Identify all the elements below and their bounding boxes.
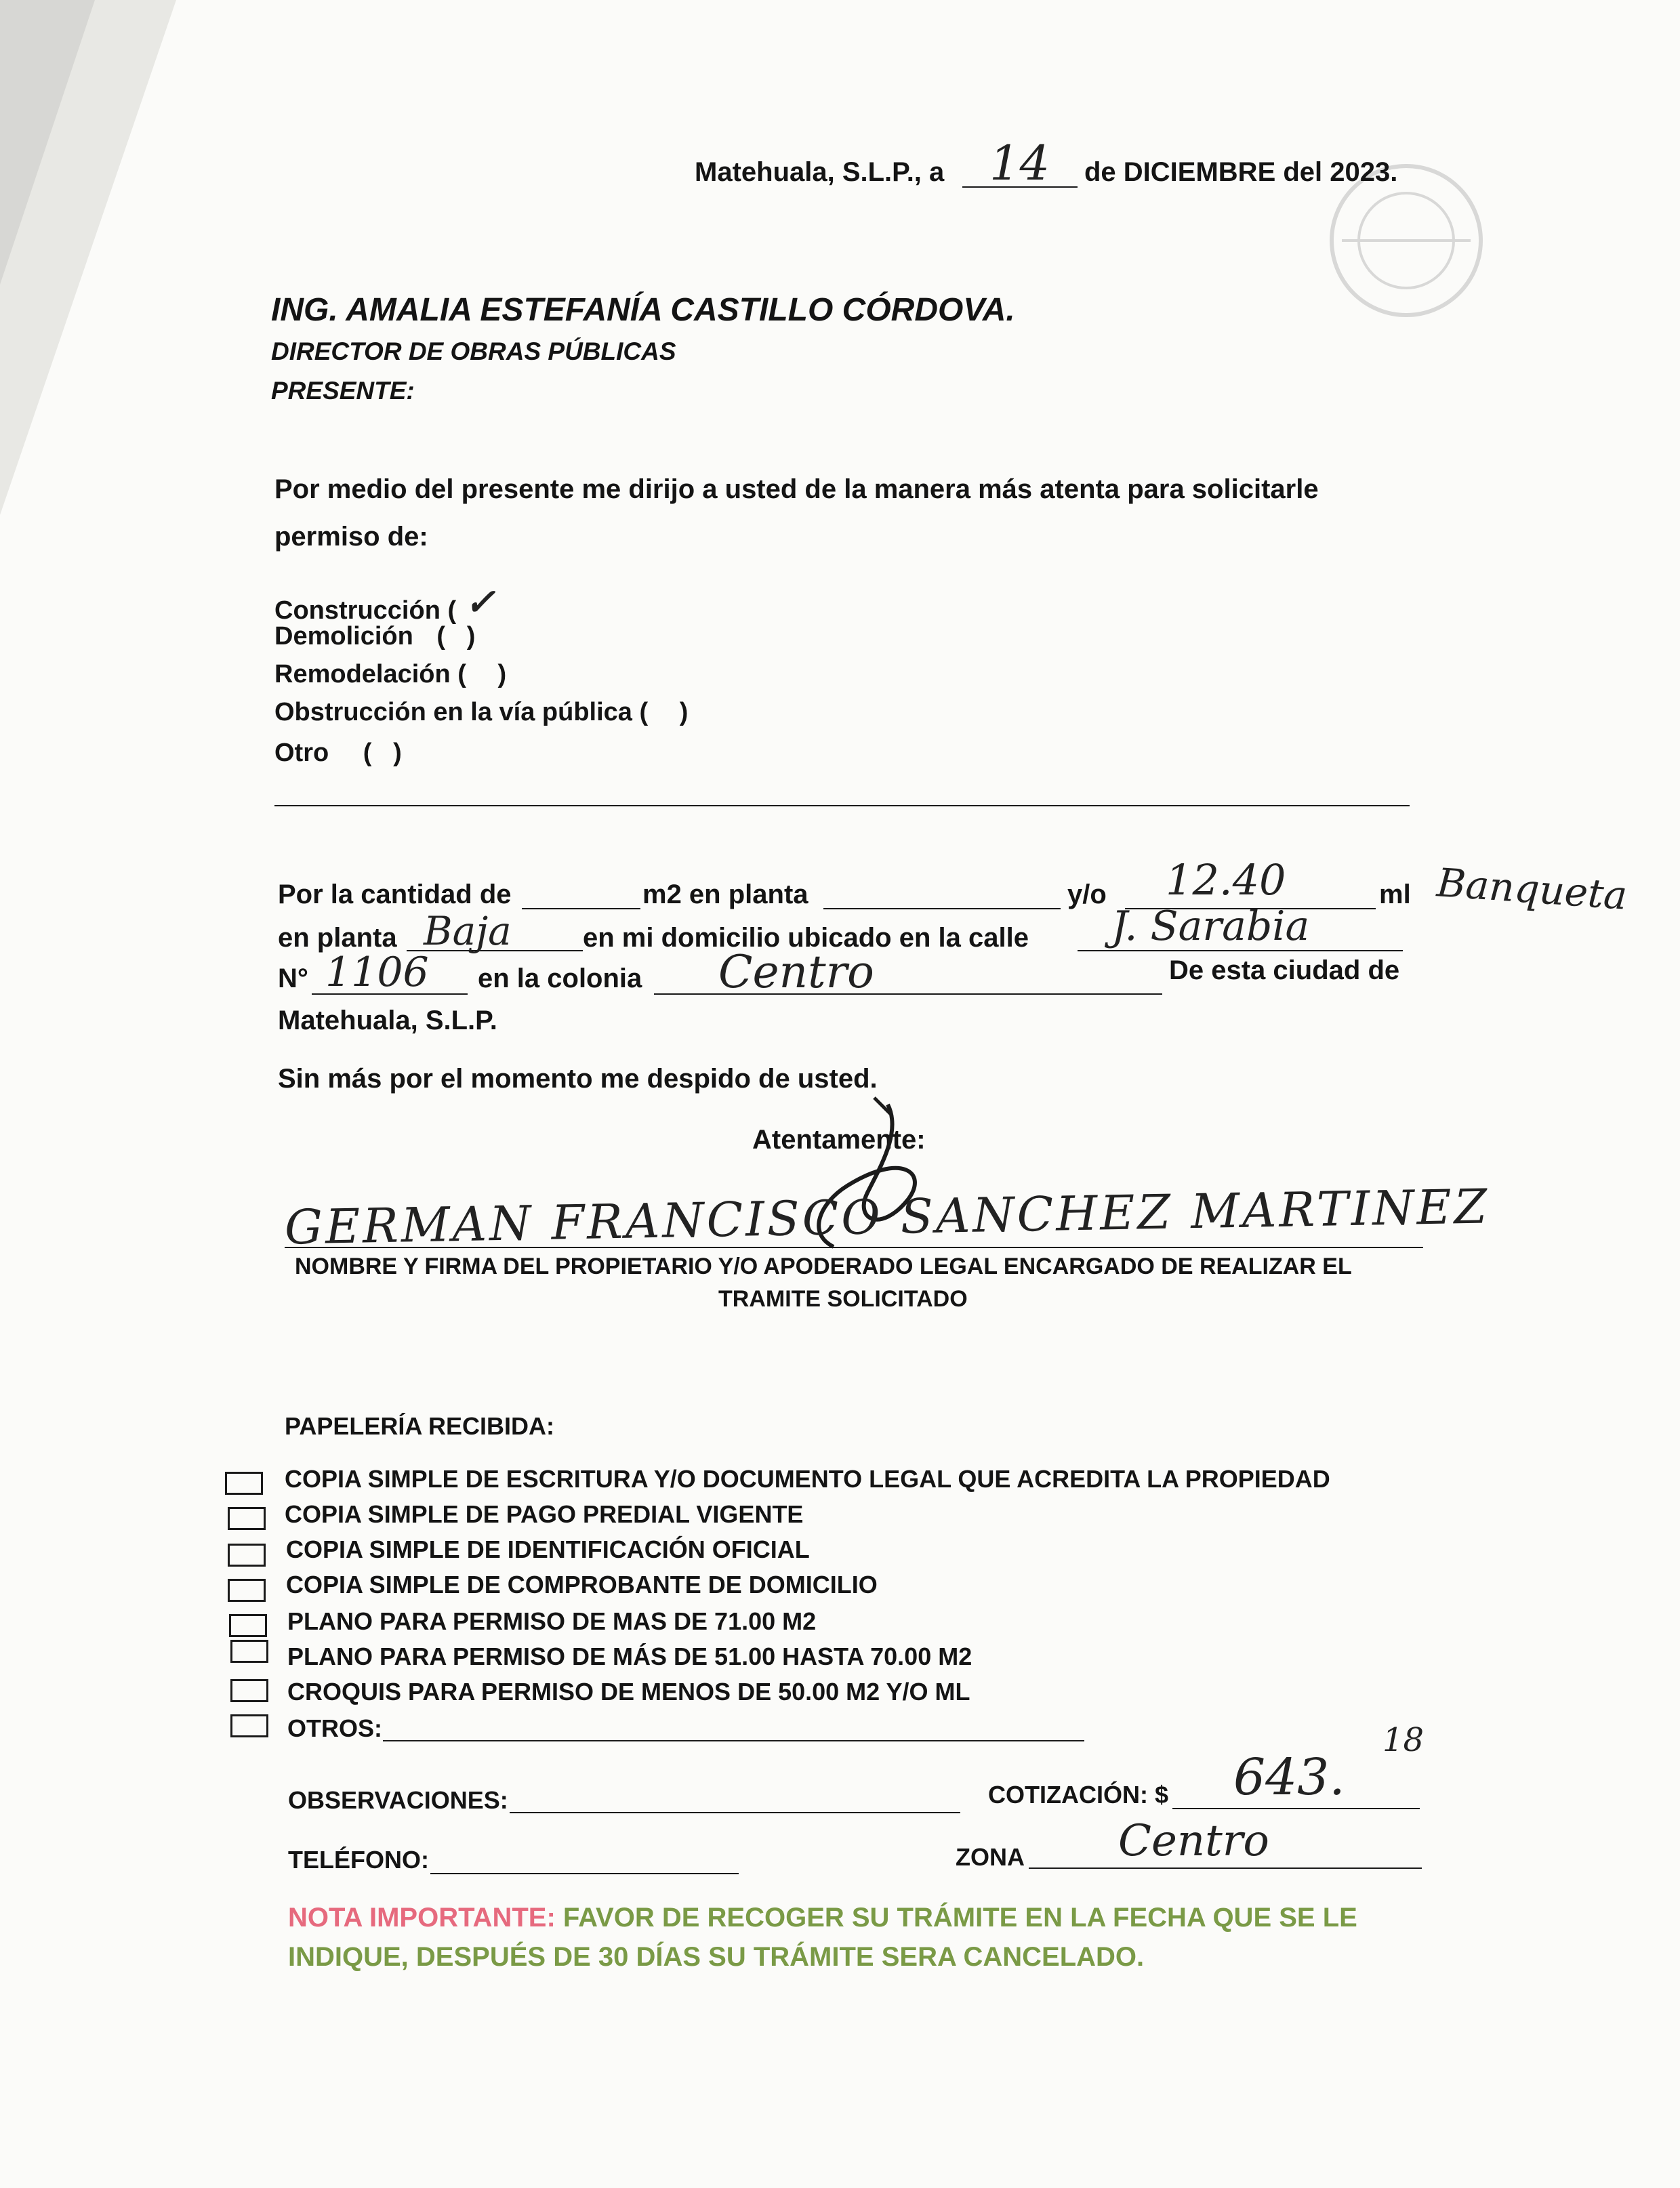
note-line-1 (288, 1903, 1357, 1933)
paper-label-escritura: COPIA SIMPLE DE ESCRITURA Y/O DOCUMENTO LEGAL QUE ACREDITA LA PROPIEDAD (285, 1465, 1330, 1493)
papers-title: PAPELERÍA RECIBIDA: (285, 1412, 555, 1440)
paper-label-plano-71: PLANO PARA PERMISO DE MAS DE 71.00 M2 (287, 1607, 817, 1635)
cotizacion-cents-handwritten: 18 (1382, 1721, 1425, 1759)
margin-note-handwritten: Banqueta (1435, 859, 1629, 919)
permit-otro-box: ( ) (363, 739, 402, 767)
permit-otro (274, 739, 402, 768)
cotizacion-label: COTIZACIÓN: $ (988, 1781, 1168, 1809)
qty-label: Por la cantidad de (278, 880, 512, 909)
ciudad-value: Matehuala, S.L.P. (278, 1006, 497, 1035)
paper-checkbox-domicilio[interactable] (228, 1579, 266, 1602)
ciudad-label: De esta ciudad de (1169, 955, 1400, 985)
permit-obstruccion-box: ) (679, 698, 689, 726)
colonia-label: en la colonia (478, 964, 642, 993)
zona-label: ZONA (956, 1843, 1025, 1871)
yo-label: y/o (1067, 880, 1107, 909)
paper-label-predial: COPIA SIMPLE DE PAGO PREDIAL VIGENTE (285, 1500, 804, 1528)
calle-value-handwritten: J. Sarabia (1111, 903, 1310, 950)
intro-line-1: Por medio del presente me dirijo a usted de la manera más atenta para solicitarle (274, 474, 1319, 504)
permit-obstruccion-label: Obstrucción en la vía pública ( (274, 698, 649, 726)
qty-line (522, 908, 640, 909)
permit-remodelacion (274, 660, 506, 689)
atentamente: Atentamente: (752, 1125, 926, 1155)
date-day-handwritten: 14 (989, 136, 1050, 191)
paper-checkbox-plano-51[interactable] (230, 1640, 268, 1663)
permit-demolicion (274, 622, 475, 651)
sign-caption-1: NOMBRE Y FIRMA DEL PROPIETARIO Y/O APODERADO LEGAL ENCARGADO DE REALIZAR EL (295, 1254, 1352, 1279)
farewell: Sin más por el momento me despido de usted. (278, 1064, 878, 1094)
colonia-value-handwritten: Centro (718, 946, 874, 998)
paper-label-domicilio: COPIA SIMPLE DE COMPROBANTE DE DOMICILIO (286, 1571, 878, 1598)
observaciones-label: OBSERVACIONES: (288, 1786, 508, 1814)
ml-label: ml (1379, 880, 1411, 909)
paper-checkbox-plano-71[interactable] (229, 1614, 267, 1637)
telefono-label: TELÉFONO: (288, 1846, 429, 1874)
permit-remodelacion-label: Remodelación ( (274, 660, 466, 688)
permit-construccion (274, 580, 495, 627)
paper-label-plano-51: PLANO PARA PERMISO DE MÁS DE 51.00 HASTA 70.00 M2 (287, 1643, 972, 1670)
telefono-line (430, 1873, 739, 1874)
cotizacion-value-handwritten: 643. (1233, 1748, 1345, 1807)
signature-line (285, 1247, 1423, 1248)
domicilio-label: en mi domicilio ubicado en la calle (583, 923, 1029, 953)
note-text-2: INDIQUE, DESPUÉS DE 30 DÍAS SU TRÁMITE SERA CANCELADO. (288, 1942, 1145, 1972)
paper-checkbox-escritura[interactable] (225, 1472, 263, 1495)
planta-value-handwritten: Baja (424, 908, 512, 954)
permit-demolicion-box: ( ) (436, 622, 476, 651)
date-rest: de DICIEMBRE del 2023. (1084, 157, 1398, 187)
recipient-name: ING. AMALIA ESTEFANÍA CASTILLO CÓRDOVA. (271, 292, 1015, 328)
paper-label-croquis: CROQUIS PARA PERMISO DE MENOS DE 50.00 M2 Y/O ML (287, 1678, 970, 1706)
note-text-1: FAVOR DE RECOGER SU TRÁMITE EN LA FECHA QUE SE LE (562, 1903, 1357, 1933)
cotizacion-line (1172, 1808, 1420, 1809)
otros-line (383, 1740, 1084, 1741)
paper-checkbox-otros[interactable] (230, 1714, 268, 1737)
calle-line (1078, 950, 1403, 951)
m2-label: m2 en planta (642, 880, 808, 909)
zona-value-handwritten: Centro (1118, 1816, 1269, 1866)
planta-label: en planta (278, 923, 397, 953)
permit-otro-line (274, 805, 1410, 806)
paper-checkbox-croquis[interactable] (230, 1679, 268, 1702)
paper-label-identificacion: COPIA SIMPLE DE IDENTIFICACIÓN OFICIAL (286, 1535, 810, 1563)
paper-label-otros: OTROS: (287, 1714, 382, 1742)
permit-construccion-mark: ✓ (464, 580, 495, 623)
m2-planta-line (823, 908, 1061, 909)
sign-caption-2: TRAMITE SOLICITADO (718, 1286, 968, 1312)
observaciones-line (510, 1812, 960, 1813)
recipient-title: DIRECTOR DE OBRAS PÚBLICAS (271, 337, 676, 365)
paper-checkbox-predial[interactable] (228, 1507, 266, 1530)
recipient-presente: PRESENTE: (271, 377, 415, 405)
signer-handwritten: GERMAN FRANCISCO SANCHEZ MARTINEZ (284, 1178, 1490, 1256)
permit-otro-label: Otro (274, 739, 329, 767)
date-place: Matehuala, S.L.P., a (695, 157, 945, 187)
zona-line (1029, 1867, 1422, 1869)
paper-checkbox-identificacion[interactable] (228, 1544, 266, 1567)
permit-demolicion-label: Demolición (274, 622, 413, 651)
permit-obstruccion (274, 698, 688, 727)
permit-construccion-label: Construcción ( (274, 596, 457, 625)
ml-value-handwritten: 12.40 (1166, 855, 1286, 905)
scan-edge-shadow (0, 0, 176, 515)
permit-remodelacion-box: ) (497, 660, 507, 688)
intro-line-2: permiso de: (274, 522, 428, 552)
note-label: NOTA IMPORTANTE: (288, 1903, 556, 1933)
num-label: N° (278, 964, 308, 993)
num-value-handwritten: 1106 (325, 949, 429, 996)
